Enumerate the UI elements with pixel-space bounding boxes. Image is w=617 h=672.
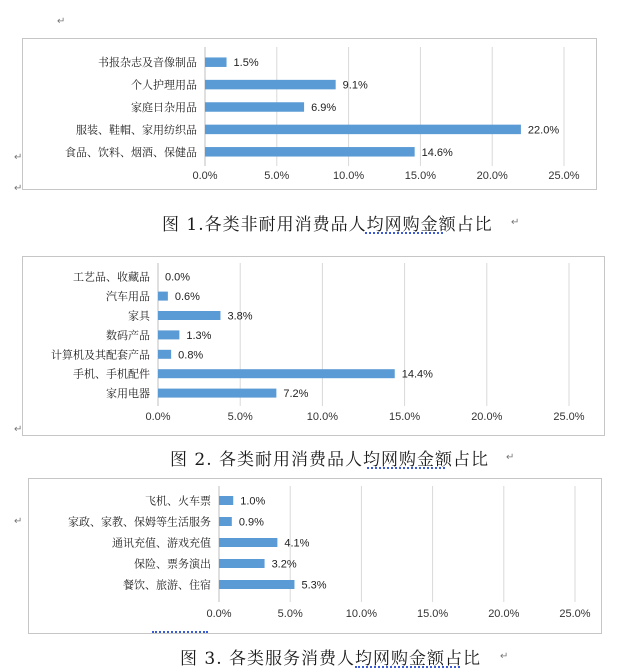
x-tick-label: 15.0%: [404, 170, 437, 182]
data-label: 6.9%: [311, 102, 337, 114]
paragraph-mark: ↵: [57, 16, 66, 27]
category-label: 家用电器: [106, 388, 150, 401]
paragraph-mark: ↵: [506, 452, 515, 463]
category-label: 飞机、火车票: [145, 495, 211, 508]
x-tick-label: 25.0%: [559, 608, 591, 620]
bar-chart-figure-2: [23, 257, 604, 435]
data-label: 3.8%: [227, 310, 253, 323]
bar: [158, 350, 171, 359]
figure-1-caption: 图 1.各类非耐用消费品人均网购金额占比: [162, 215, 493, 235]
category-label: 工艺品、收藏品: [73, 271, 150, 284]
bar-chart-figure-1: [23, 39, 596, 189]
bar: [205, 57, 227, 66]
paragraph-mark: ↵: [14, 183, 23, 194]
category-label: 家具: [128, 310, 150, 323]
x-tick-label: 20.0%: [476, 170, 508, 182]
paragraph-mark: ↵: [14, 152, 23, 163]
category-label: 汽车用品: [106, 291, 150, 304]
data-label: 14.6%: [421, 146, 453, 159]
bar-chart-figure-3: [29, 479, 601, 633]
x-tick-label: 20.0%: [488, 608, 520, 620]
x-tick-label: 10.0%: [306, 411, 339, 423]
data-label: 5.3%: [301, 579, 327, 592]
category-label: 家政、家教、保姆等生活服务: [68, 516, 211, 529]
bar: [205, 125, 521, 134]
chart-figure-2: [22, 256, 605, 436]
bar: [158, 369, 395, 378]
figure-2-caption: 图 2. 各类耐用消费品人均网购金额占比: [170, 450, 490, 470]
paragraph-mark: ↵: [14, 516, 23, 527]
paragraph-mark: ↵: [500, 651, 509, 662]
x-tick-label: 5.0%: [227, 411, 253, 423]
bar: [205, 147, 415, 157]
x-tick-label: 15.0%: [416, 608, 449, 620]
category-label: 书报杂志及音像制品: [98, 57, 197, 70]
figure-3-caption: 图 3. 各类服务消费人均网购金额占比: [180, 649, 482, 669]
category-label: 保险、票务演出: [134, 558, 211, 571]
bar: [158, 292, 168, 301]
bar: [219, 559, 265, 568]
data-label: 1.3%: [186, 329, 212, 342]
x-tick-label: 5.0%: [264, 170, 290, 182]
spellcheck-underline: [367, 464, 445, 469]
category-label: 服装、鞋帽、家用纺织品: [76, 124, 197, 137]
x-tick-label: 0.0%: [145, 411, 171, 423]
data-label: 7.2%: [283, 388, 309, 401]
data-label: 9.1%: [342, 79, 368, 92]
x-tick-label: 25.0%: [548, 170, 580, 182]
category-label: 手机、手机配件: [73, 368, 150, 381]
data-label: 0.6%: [174, 291, 200, 304]
category-label: 餐饮、旅游、住宿: [123, 579, 211, 592]
category-label: 数码产品: [106, 329, 150, 342]
bar: [205, 80, 336, 90]
spellcheck-underline: [355, 663, 460, 668]
bar: [205, 102, 304, 112]
x-tick-label: 0.0%: [192, 170, 218, 182]
bar: [219, 517, 232, 526]
category-label: 计算机及其配套产品: [51, 349, 150, 362]
x-tick-label: 10.0%: [345, 608, 378, 620]
chart-figure-1: [22, 38, 597, 190]
data-label: 1.5%: [233, 57, 259, 70]
spellcheck-underline: [152, 628, 208, 633]
bar: [219, 580, 294, 589]
data-label: 0.0%: [165, 271, 191, 284]
x-tick-label: 5.0%: [277, 608, 303, 620]
x-tick-label: 15.0%: [388, 411, 421, 423]
data-label: 3.2%: [271, 558, 297, 571]
category-label: 个人护理用品: [131, 79, 197, 92]
x-tick-label: 0.0%: [206, 608, 232, 620]
x-tick-label: 10.0%: [332, 170, 365, 182]
bar: [219, 538, 277, 547]
data-label: 22.0%: [527, 124, 560, 137]
data-label: 14.4%: [401, 368, 433, 381]
x-tick-label: 25.0%: [553, 411, 585, 423]
x-tick-label: 20.0%: [471, 411, 503, 423]
data-label: 1.0%: [240, 495, 266, 508]
data-label: 0.9%: [238, 516, 264, 529]
bar: [158, 311, 220, 320]
paragraph-mark: ↵: [14, 424, 23, 435]
bar: [219, 496, 233, 505]
bar: [158, 330, 179, 339]
spellcheck-underline: [365, 229, 443, 234]
category-label: 食品、饮料、烟酒、保健品: [65, 146, 197, 159]
data-label: 0.8%: [178, 349, 204, 362]
paragraph-mark: ↵: [511, 217, 520, 228]
category-label: 通讯充值、游戏充值: [112, 537, 211, 550]
chart-figure-3: [28, 478, 602, 634]
category-label: 家庭日杂用品: [131, 102, 197, 114]
bar: [158, 389, 276, 398]
data-label: 4.1%: [284, 537, 310, 550]
